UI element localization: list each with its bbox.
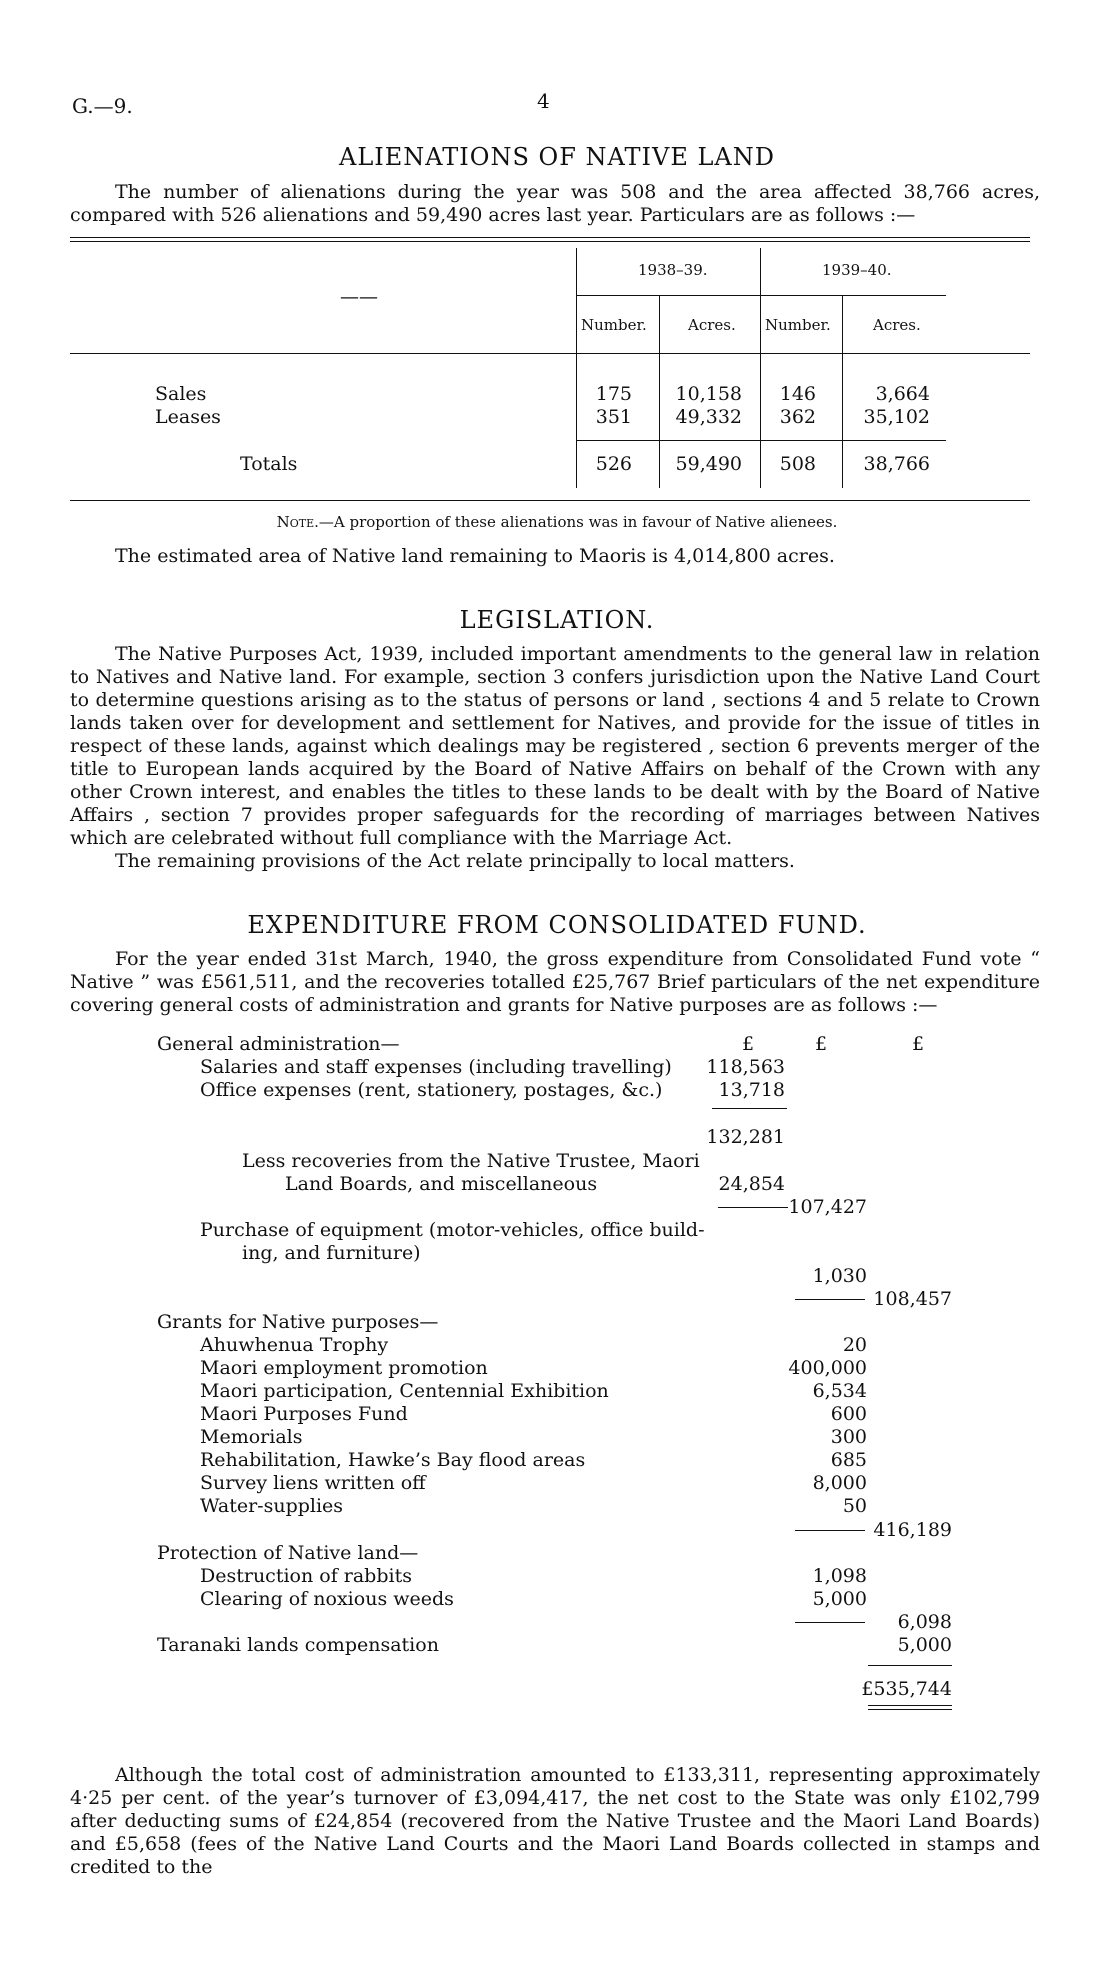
grant-value: 400,000 [788,1357,867,1379]
year-header: 1938–39. [638,261,708,279]
office-label: Office expenses (rent, stationery, postages, &c.) [200,1079,663,1101]
general-admin-heading: General administration— [157,1033,400,1055]
purchase-label-2: ing, and furniture) [242,1242,421,1264]
office-value: 13,718 [718,1079,785,1101]
salaries-label: Salaries and staff expenses (including travelling) [200,1056,672,1078]
table-vline [576,248,577,488]
table-cell: 35,102 [863,406,930,428]
closing-paragraph [70,1764,1040,1879]
grants-total: 416,189 [873,1519,952,1541]
less-recoveries-value: 24,854 [718,1173,785,1195]
grant-value: 20 [842,1334,867,1356]
table-vline [760,248,761,488]
admin-subtotal: 132,281 [706,1126,785,1148]
table-total-rule [576,440,946,441]
note-text: —A proportion of these alienations was in favour of Native alienees. [318,513,838,531]
subtotal-rule [712,1108,787,1109]
grant-value: 6,534 [812,1380,867,1402]
grants-total-rule [795,1530,865,1531]
expenditure-intro-text: For the year ended 31st March, 1940, the gross expenditure from Consolidated Fund vote “ Native ” was £561,511, and the recoveries totalled £25,767 Brief particulars of the net expenditure covering general costs of administration and grants for Native purposes are as follows :— [70,948,1040,1016]
alienations-intro [70,181,1040,227]
table-top-rule [70,237,1030,238]
protection-total-rule [795,1622,865,1623]
table-cell: 10,158 [675,383,742,405]
grant-value: 8,000 [812,1472,867,1494]
row-label: Sales [155,383,207,405]
column-header: Acres. [873,316,921,334]
admin-net: 107,427 [788,1196,867,1218]
grand-total-double-rule [868,1709,952,1710]
grant-value: 685 [830,1449,867,1471]
table-bottom-rule [70,500,1030,501]
page-number: 4 [537,89,550,113]
totals-cell: 508 [779,453,816,475]
table-head-rule [70,353,1030,354]
table-cell: 175 [595,383,632,405]
column-header: Acres. [688,316,736,334]
legislation-para2 [70,850,1040,873]
purchase-value: 1,030 [812,1265,867,1287]
less-recoveries-label: Less recoveries from the Native Trustee, Maori [242,1150,700,1172]
remaining-land [70,545,1040,568]
grants-heading: Grants for Native purposes— [157,1311,439,1333]
document-reference: G.—9. [72,94,133,118]
less-recoveries-label-2: Land Boards, and miscellaneous [285,1173,598,1195]
alienations-title: ALIENATIONS OF NATIVE LAND [339,143,775,171]
protection-value: 1,098 [812,1565,867,1587]
column-header: Number. [765,316,831,334]
admin-total: 108,457 [873,1288,952,1310]
currency-header: £ [912,1033,925,1055]
grant-label: Ahuwhenua Trophy [200,1334,389,1356]
table-cell: 351 [595,406,632,428]
year-header: 1939–40. [822,261,892,279]
currency-header: £ [815,1033,828,1055]
grant-label: Rehabilitation, Hawke’s Bay flood areas [200,1449,586,1471]
table-cell: 49,332 [675,406,742,428]
table-cell: 146 [779,383,816,405]
row-label: Leases [155,406,221,428]
totals-cell: 59,490 [675,453,742,475]
grand-total: £535,744 [861,1678,952,1700]
expenditure-intro [70,948,1040,1017]
expenditure-title: EXPENDITURE FROM CONSOLIDATED FUND. [247,911,867,939]
grant-label: Memorials [200,1426,303,1448]
taranaki-label: Taranaki lands compensation [157,1634,439,1656]
grant-label: Maori participation, Centennial Exhibition [200,1380,609,1402]
protection-heading: Protection of Native land— [157,1542,419,1564]
table-top-rule-2 [70,241,1030,242]
closing-paragraph-text: Although the total cost of administration amounted to £133,311, representing approximately 4·25 per cent. of the year’s turnover of £3,094,417, the net cost to the State was only £102,799 after deducting sums of £24,854 (recovered from the Native Trustee and the Maori Land Boards) and £5,658 (fees of the Native Land Courts and the Maori Land Boards collected in stamps and credited to the [70,1764,1040,1878]
table-note [0,513,1114,531]
admin-total-rule [795,1299,865,1300]
row-header-dash: —— [340,286,378,308]
remaining-land-text: The estimated area of Native land remaining to Maoris is 4,014,800 acres. [115,545,835,567]
table-year-rule [576,295,946,296]
protection-total: 6,098 [897,1611,952,1633]
grant-label: Survey liens written off [200,1472,426,1494]
grant-value: 600 [830,1403,867,1425]
totals-cell: 38,766 [863,453,930,475]
grand-total-rule [868,1665,952,1666]
grant-label: Maori Purposes Fund [200,1403,408,1425]
taranaki-value: 5,000 [897,1634,952,1656]
protection-value: 5,000 [812,1588,867,1610]
legislation-para1 [70,643,1040,850]
protection-label: Clearing of noxious weeds [200,1588,454,1610]
purchase-label: Purchase of equipment (motor-vehicles, office build- [200,1219,705,1241]
totals-label: Totals [240,453,298,475]
salaries-value: 118,563 [706,1056,785,1078]
net-rule [718,1207,788,1208]
legislation-para1-text: The Native Purposes Act, 1939, included important amendments to the general law in relation to Natives and Native land. For example, section 3 confers jurisdiction upon the Native Land Court to determine questions arising as to the status of persons or land , sections 4 and 5 relate to Crown lands taken over for development and settlement for Natives, and provide for the issue of titles in respect of these lands, against which dealings may be registered , section 6 prevents merger of the title to European lands acquired by the Board of Native Affairs on behalf of the Crown with any other Crown interest, and enables the titles to these lands to be dealt with by the Board of Native Affairs , section 7 provides proper safeguards for the recording of marriages between Natives which are celebrated without full compliance with the Marriage Act. [70,643,1040,849]
column-header: Number. [581,316,647,334]
grant-label: Water-supplies [200,1495,344,1517]
grant-label: Maori employment promotion [200,1357,488,1379]
totals-cell: 526 [595,453,632,475]
table-cell: 3,664 [875,383,930,405]
currency-header: £ [742,1033,755,1055]
grant-value: 300 [830,1426,867,1448]
table-cell: 362 [779,406,816,428]
grand-total-double-rule [868,1705,952,1706]
alienations-intro-text: The number of alienations during the year was 508 and the area affected 38,766 acres, compared with 526 alienations and 59,490 acres last year. Particulars are as follows :— [70,181,1040,226]
legislation-para2-text: The remaining provisions of the Act relate principally to local matters. [115,850,795,872]
protection-label: Destruction of rabbits [200,1565,412,1587]
note-label: Note. [276,513,319,531]
legislation-title: LEGISLATION. [459,606,655,634]
grant-value: 50 [842,1495,867,1517]
